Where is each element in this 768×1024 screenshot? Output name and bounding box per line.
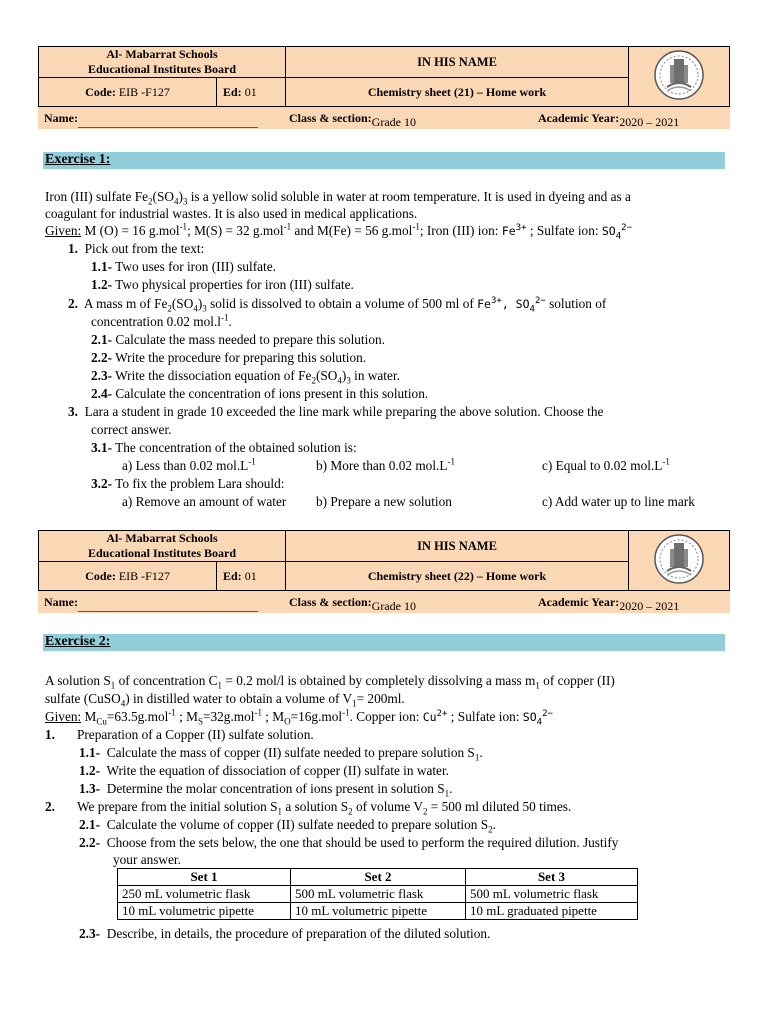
- ex2-intro-line1: A solution $S_1$ of concentration $C_1 = 0.2$ mol/l is obtained by completely dissolving a mass $m_1$ of copper (II): [45, 673, 615, 691]
- academic-year: Academic Year: 2020 – 2021: [538, 595, 680, 613]
- ex1-q2: 2. A mass m of $Fe_2(SO_4)_3$ solid is dissolved to obtain a volume of 500 ml of $Fe^{3+}$, $SO_4^{2-}$ solution of: [68, 296, 607, 315]
- table-cell: 10 mL volumetric pipette: [118, 903, 291, 920]
- table-cell: 10 mL volumetric pipette: [291, 903, 466, 920]
- ex2-q1: 1. Preparation of a Copper (II) sulfate solution.: [45, 727, 314, 742]
- ex2-intro-line2: sulfate (CuSO$_4$) in distilled water to obtain a volume of $V_1= 200ml$.: [45, 691, 405, 709]
- table-cell: 500 mL volumetric flask: [466, 886, 638, 903]
- set-1-header: Set 1: [118, 869, 291, 886]
- ex1-q2-4: 2.4- Calculate the concentration of ions present in this solution.: [91, 386, 429, 401]
- ex1-q2-1: 2.1- Calculate the mass needed to prepare this solution.: [91, 332, 385, 347]
- sheet-title: Chemistry sheet (22) – Home work: [286, 562, 629, 591]
- sets-table: [117, 868, 638, 920]
- ex1-q2-3: 2.3- Write the dissociation equation of $Fe_2(SO_4)_3$ in water.: [91, 368, 400, 386]
- set-2-header: Set 2: [291, 869, 466, 886]
- ex1-q3-2-opt-b[interactable]: b) Prepare a new solution: [316, 494, 452, 509]
- code-cell: Code: EIB -F127: [39, 78, 217, 107]
- name-row-2: [38, 591, 730, 613]
- set-3-header: Set 3: [466, 869, 638, 886]
- in-his-name: IN HIS NAME: [286, 531, 629, 562]
- ex2-q2-2-cont: your answer.: [113, 852, 181, 867]
- ex1-given: Given: M (O) = 16 g.mol$^{-1}$; M(S) = 32 g.mol$^{-1}$ and M(Fe) = 56 g.mol$^{-1}$; Iron (III) ion: $Fe^{3+}$ ; Sulfate ion: $SO_4^{2-}$: [45, 221, 632, 242]
- table-row: [118, 903, 638, 920]
- class-section: Class & section: Grade 10: [289, 111, 416, 129]
- ex2-q1-2: 1.2- Write the equation of dissociation of copper (II) sulfate in water.: [79, 763, 449, 778]
- ex1-q3-1-opt-b[interactable]: b) More than 0.02 $mol.L^{-1}$: [316, 456, 455, 473]
- ex1-q3-1-opt-c[interactable]: c) Equal to 0.02 $mol.L^{-1}$: [542, 456, 670, 473]
- ex1-q3-1-opt-a[interactable]: a) Less than 0.02 $mol.L^{-1}$: [122, 456, 256, 473]
- ex1-intro-line1: Iron (III) sulfate $Fe_2(SO_4)_3$ is a yellow solid soluble in water at room temperature. It is used in dyeing and as a: [45, 189, 631, 207]
- sheet-title: Chemistry sheet (21) – Home work: [286, 78, 629, 107]
- header-table-2: [38, 530, 730, 591]
- ex1-q3-2-opt-c[interactable]: c) Add water up to line mark: [542, 494, 695, 509]
- school-name: Al- Mabarrat Schools Educational Institutes Board: [39, 47, 286, 78]
- table-row: [118, 886, 638, 903]
- code-cell: Code: EIB -F127: [39, 562, 217, 591]
- table-cell: 500 mL volumetric flask: [291, 886, 466, 903]
- ex1-q1-1: 1.1- Two uses for iron (III) sulfate.: [91, 259, 276, 274]
- logo-cell: [629, 531, 730, 591]
- ex1-q3-2-opt-a[interactable]: a) Remove an amount of water: [122, 494, 287, 509]
- ex1-q3-2: 3.2- To fix the problem Lara should:: [91, 476, 285, 491]
- exercise-2-bar: Exercise 2:: [43, 634, 725, 651]
- ex2-q2-3: 2.3- Describe, in details, the procedure of preparation of the diluted solution.: [79, 926, 491, 941]
- name-field[interactable]: Name: ______________________________: [44, 595, 258, 613]
- exercise-1-bar: Exercise 1:: [43, 152, 725, 169]
- ex2-q1-1: 1.1- Calculate the mass of copper (II) sulfate needed to prepare solution $S_1$.: [79, 745, 483, 763]
- ex1-intro-line2: coagulant for industrial wastes. It is also used in medical applications.: [45, 206, 418, 221]
- ex2-q1-3: 1.3- Determine the molar concentration of ions present in solution $S_1$.: [79, 781, 453, 799]
- ex1-q2-2: 2.2- Write the procedure for preparing this solution.: [91, 350, 367, 365]
- school-name: Al- Mabarrat Schools Educational Institutes Board: [39, 531, 286, 562]
- ex2-q2: 2. We prepare from the initial solution $S_1$ a solution $S_2$ of volume $V_2 = 500$ ml diluted 50 times.: [45, 799, 572, 817]
- ex1-q2-cont: concentration 0.02 $mol.l^{-1}$.: [91, 312, 232, 329]
- ex2-q2-2: 2.2- Choose from the sets below, the one that should be used to perform the required dilution. Justify: [79, 835, 619, 850]
- ex1-q3-cont: correct answer.: [91, 422, 172, 437]
- table-cell: 10 mL graduated pipette: [466, 903, 638, 920]
- academic-year: Academic Year: 2020 – 2021: [538, 111, 680, 129]
- table-header-row: [118, 869, 638, 886]
- in-his-name: IN HIS NAME: [286, 47, 629, 78]
- name-field[interactable]: Name: ______________________________: [44, 111, 258, 129]
- ex2-given: Given: $M_{Cu}=63.5g.mol^{-1}$ ; $M_S=32g.mol^{-1}$ ; $M_O=16g.mol^{-1}$. Copper ion: $Cu^{2+}$ ; Sulfate ion: $SO_4^{2-}$: [45, 707, 553, 728]
- ex1-q1: 1. Pick out from the text:: [68, 241, 205, 256]
- table-cell: 250 mL volumetric flask: [118, 886, 291, 903]
- ex1-q3-1: 3.1- The concentration of the obtained solution is:: [91, 440, 357, 455]
- name-row-1: [38, 107, 730, 129]
- logo-cell: [629, 47, 730, 107]
- school-crest-icon: [653, 533, 705, 585]
- ex1-q1-2: 1.2- Two physical properties for iron (III) sulfate.: [91, 277, 354, 292]
- ex2-q2-1: 2.1- Calculate the volume of copper (II) sulfate needed to prepare solution $S_2$.: [79, 817, 496, 835]
- header-table-1: [38, 46, 730, 107]
- school-crest-icon: [653, 49, 705, 101]
- ed-cell: Ed: 01: [217, 562, 286, 591]
- ex1-q3: 3. Lara a student in grade 10 exceeded the line mark while preparing the above solution. Choose the: [68, 404, 604, 419]
- class-section: Class & section: Grade 10: [289, 595, 416, 613]
- ed-cell: Ed: 01: [217, 78, 286, 107]
